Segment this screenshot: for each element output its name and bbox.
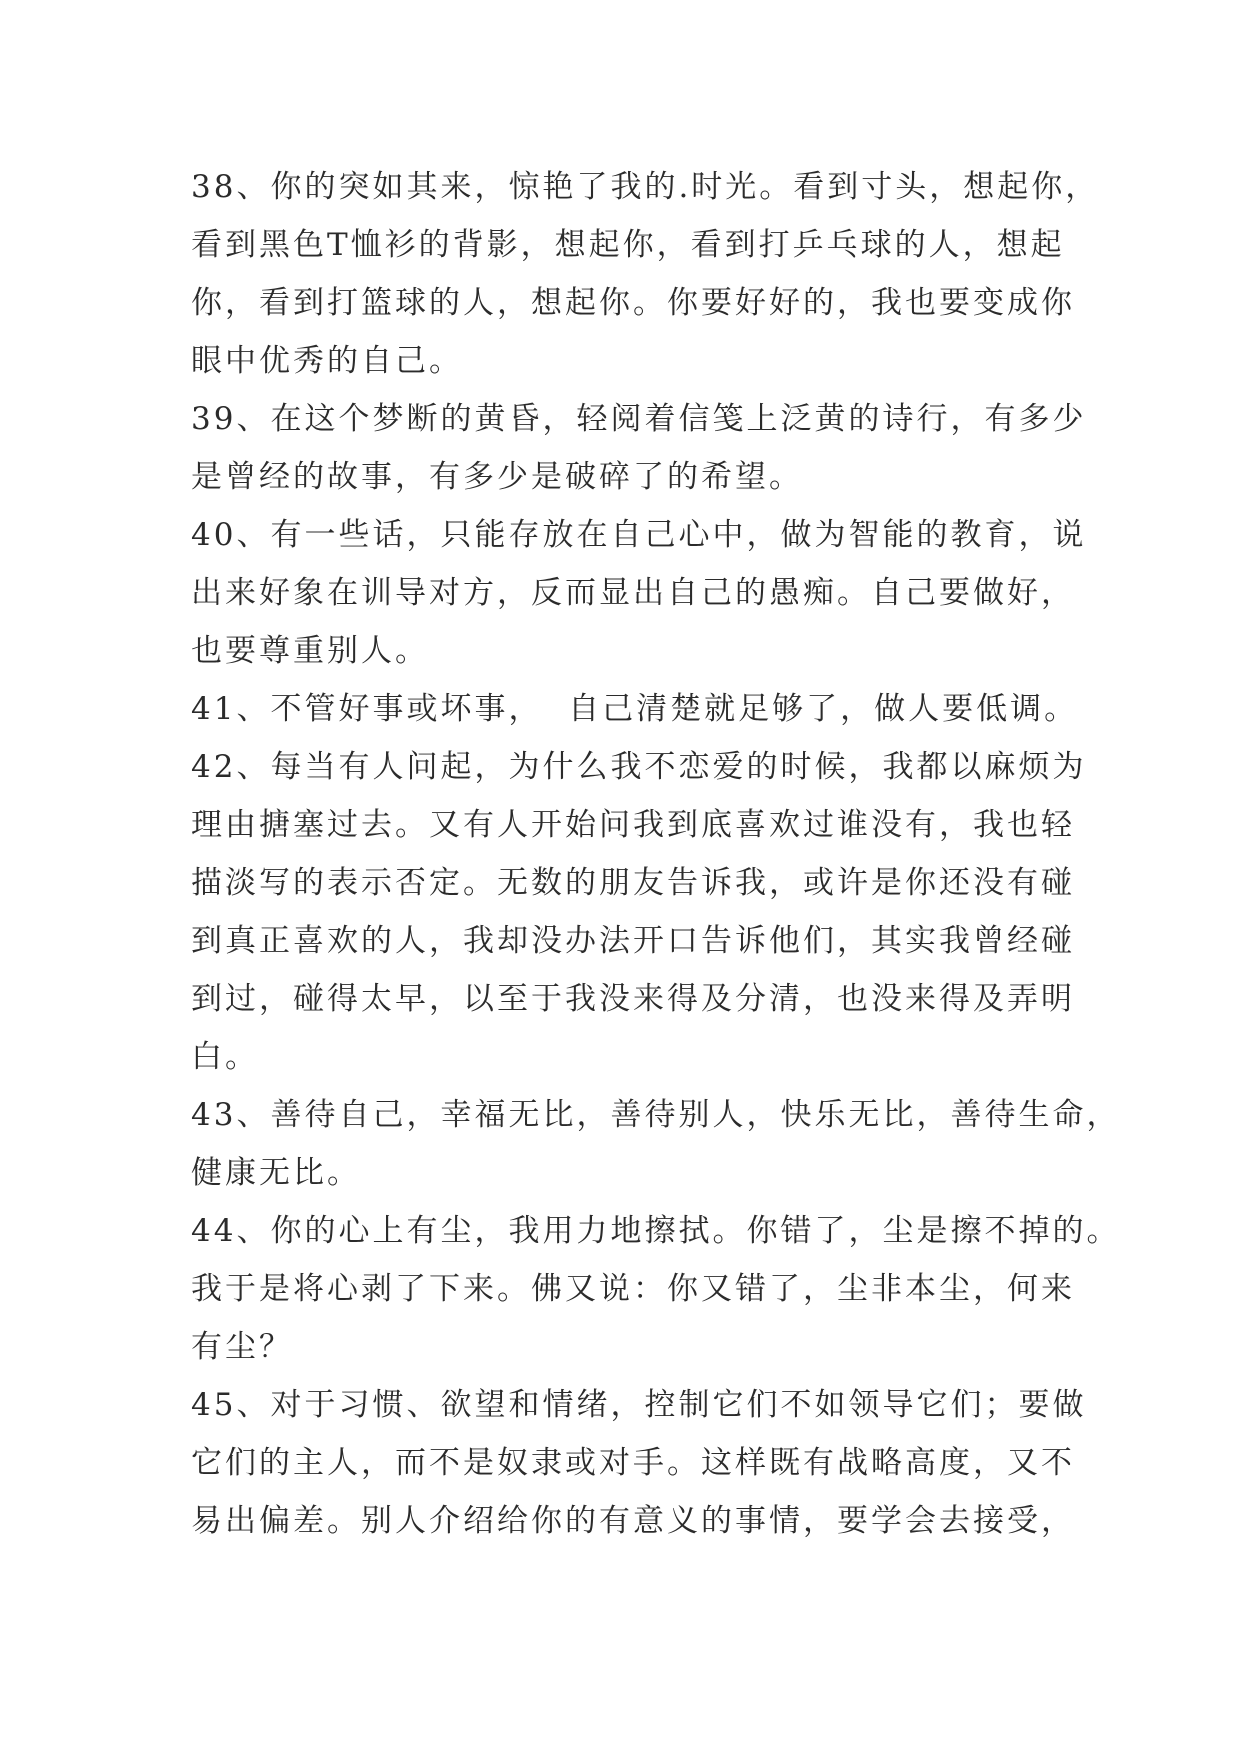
text-line: 40、有一些话，只能存放在自己心中，做为智能的教育，说 [191,517,1087,553]
text-line: 42、每当有人问起，为什么我不恋爱的时候，我都以麻烦为 [191,749,1087,785]
text-line: 44、你的心上有尘，我用力地擦拭。你错了，尘是擦不掉的。 [191,1213,1121,1249]
text-line: 45、对于习惯、欲望和情绪，控制它们不如领导它们；要做 [191,1387,1087,1423]
text-line: 43、善待自己，幸福无比，善待别人，快乐无比，善待生命， [191,1097,1121,1133]
text-line: 看到黑色T恤衫的背影，想起你，看到打乒乓球的人，想起 [191,227,1065,263]
text-line: 41、不管好事或坏事， 自己清楚就足够了，做人要低调。 [191,691,1079,727]
text-line: 到真正喜欢的人，我却没办法开口告诉他们，其实我曾经碰 [191,923,1075,959]
document-body [191,158,1121,1550]
text-line: 理由搪塞过去。又有人开始问我到底喜欢过谁没有，我也轻 [191,807,1075,843]
text-line: 也要尊重别人。 [191,633,429,669]
text-line: 健康无比。 [191,1155,361,1191]
text-line: 38、你的突如其来，惊艳了我的.时光。看到寸头，想起你， [191,169,1100,205]
text-line: 出来好象在训导对方，反而显出自己的愚痴。自己要做好， [191,575,1075,611]
text-line: 你，看到打篮球的人，想起你。你要好好的，我也要变成你 [191,285,1075,321]
text-line: 我于是将心剥了下来。佛又说：你又错了，尘非本尘，何来 [191,1271,1075,1307]
text-line: 眼中优秀的自己。 [191,343,463,379]
text-line: 它们的主人，而不是奴隶或对手。这样既有战略高度，又不 [191,1445,1075,1481]
text-line: 描淡写的表示否定。无数的朋友告诉我，或许是你还没有碰 [191,865,1075,901]
text-line: 是曾经的故事，有多少是破碎了的希望。 [191,459,803,495]
text-line: 白。 [191,1039,259,1075]
text-line: 到过，碰得太早，以至于我没来得及分清，也没来得及弄明 [191,981,1075,1017]
text-line: 39、在这个梦断的黄昏，轻阅着信笺上泛黄的诗行，有多少 [191,401,1087,437]
text-line: 有尘？ [191,1329,293,1365]
text-line: 易出偏差。别人介绍给你的有意义的事情，要学会去接受， [191,1503,1075,1539]
